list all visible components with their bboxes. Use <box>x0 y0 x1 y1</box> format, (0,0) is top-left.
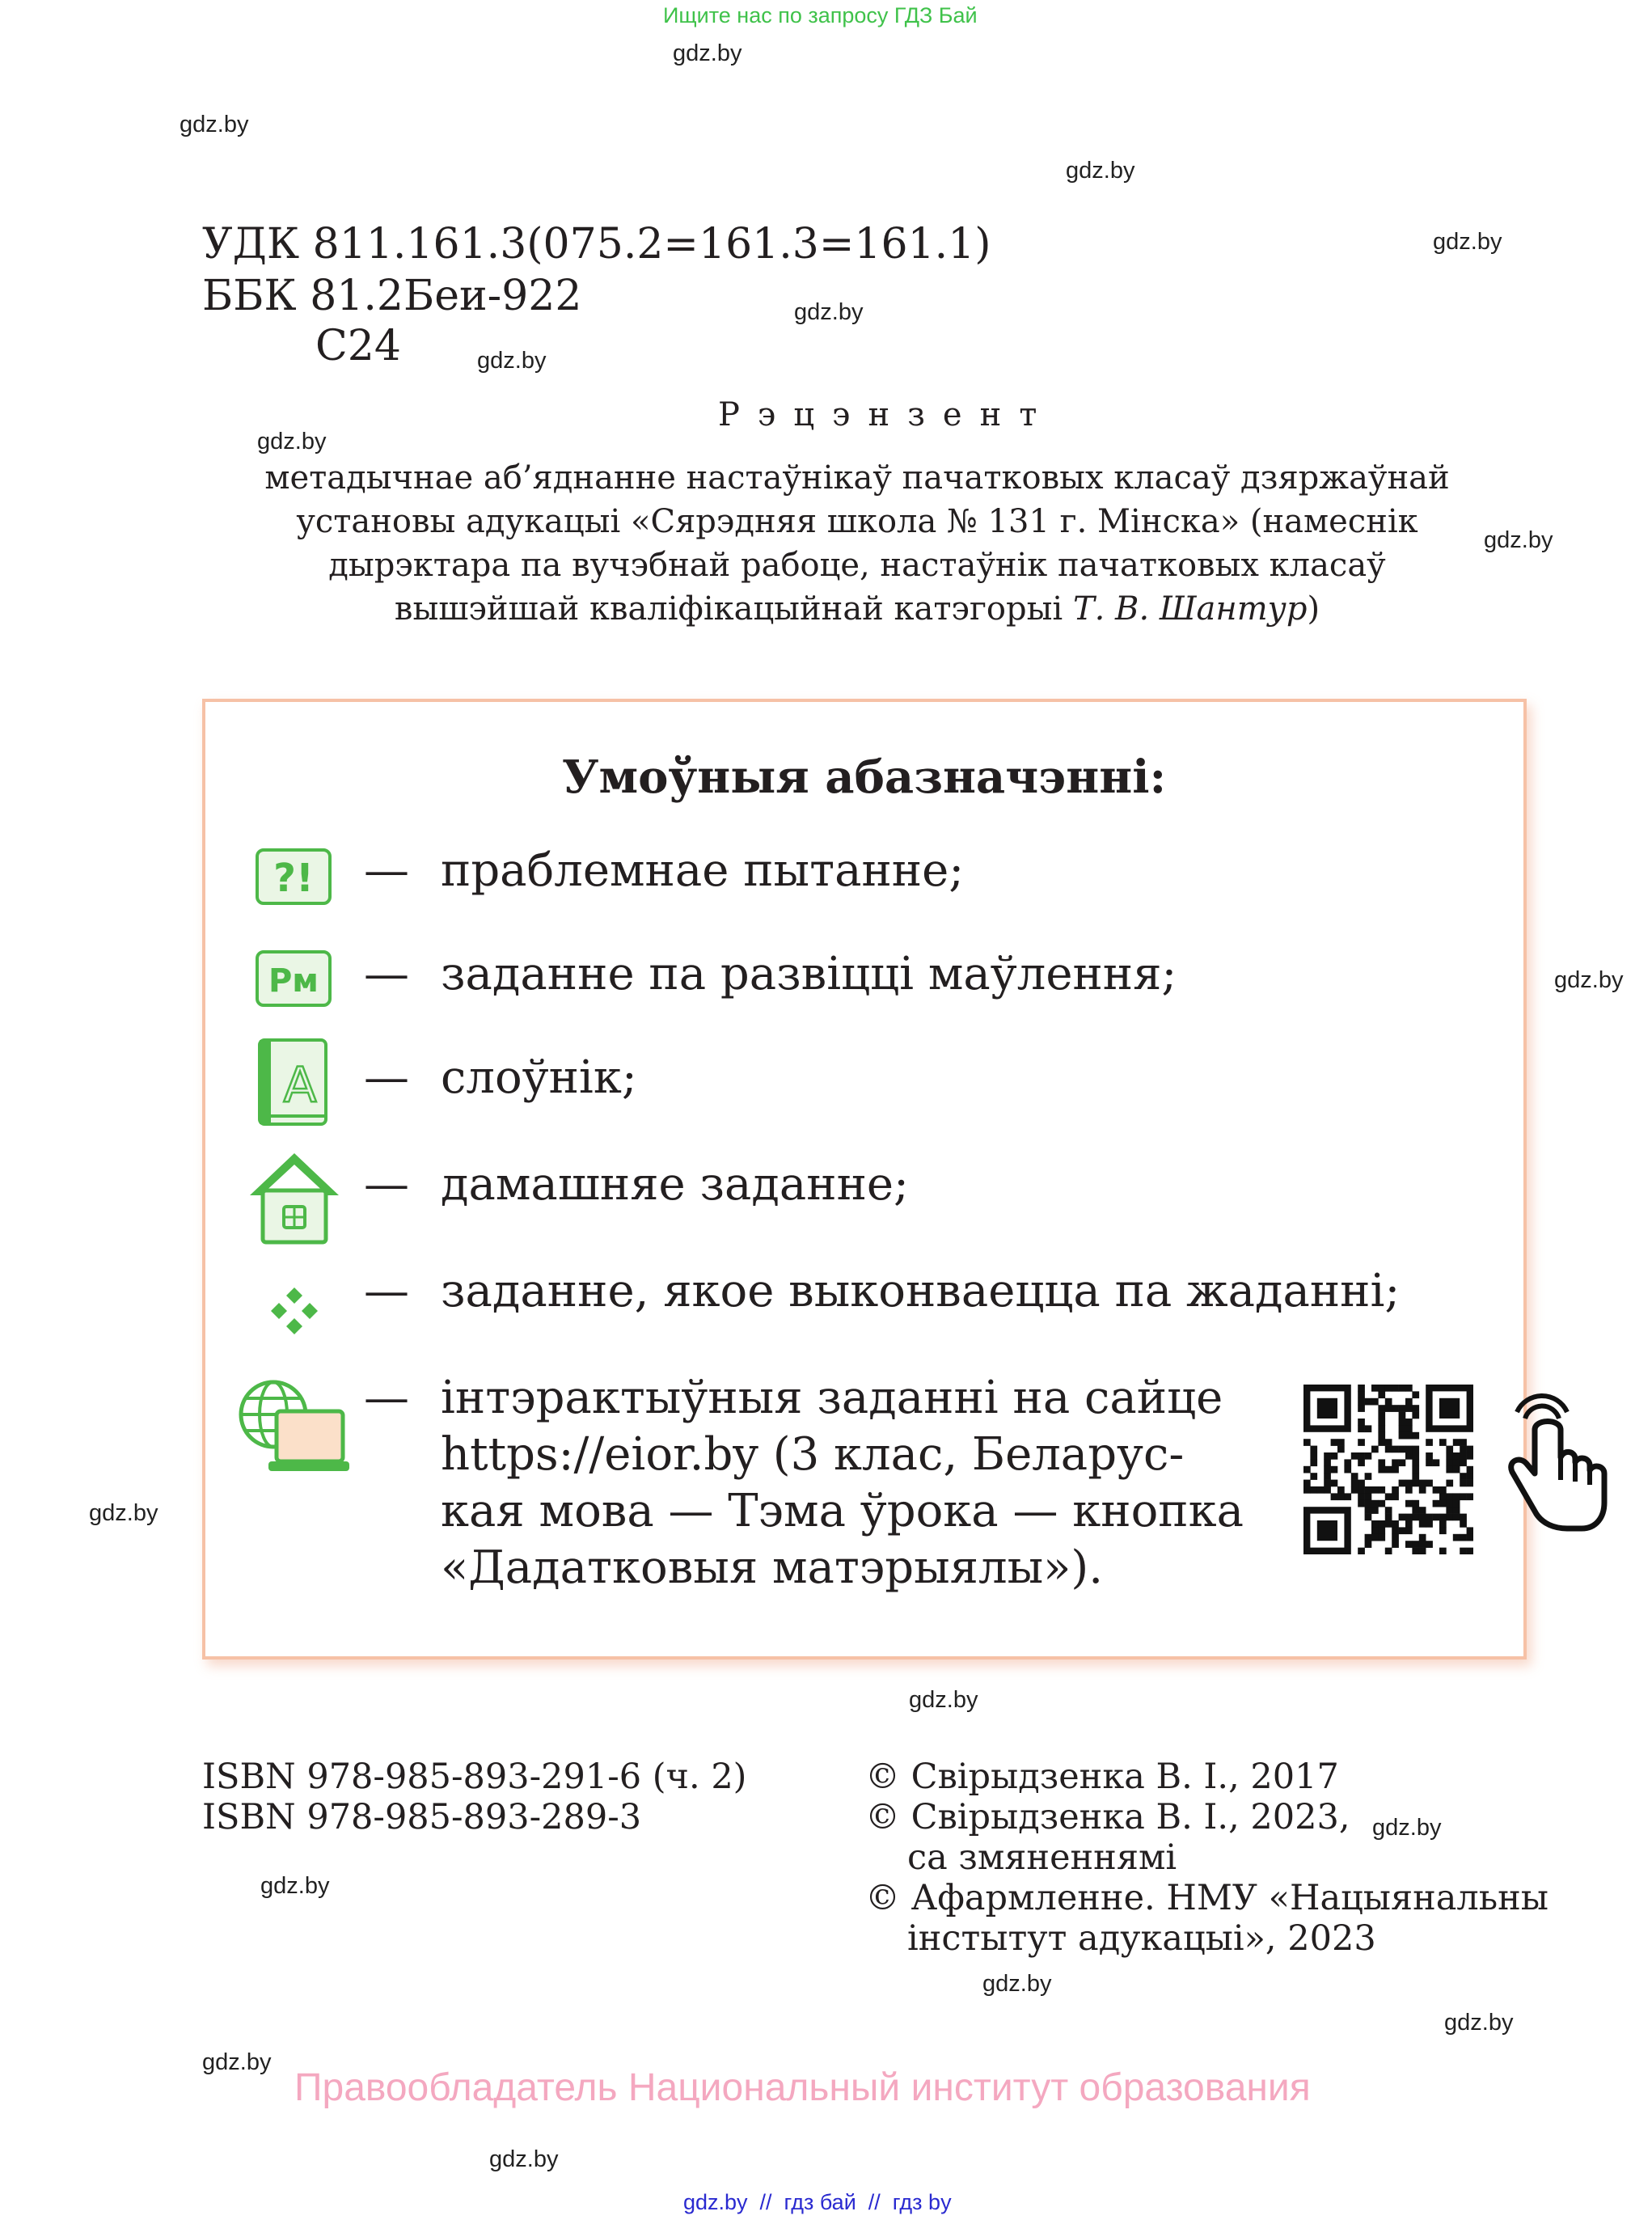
legend-item-text: слоўнік; <box>441 1051 637 1104</box>
reviewer-line-text: вышэйшай кваліфікацыйнай катэгорыі <box>394 590 1063 628</box>
watermark: gdz.by <box>257 429 327 455</box>
watermark: gdz.by <box>180 112 249 137</box>
legend-dash: — <box>364 948 409 1000</box>
dictionary-book-icon <box>255 1037 332 1131</box>
watermark: gdz.by <box>909 1687 978 1713</box>
search-hint[interactable]: Ищите нас по запросу ГДЗ Бай <box>663 3 978 27</box>
watermark: gdz.by <box>1433 229 1502 255</box>
optional-task-icon <box>269 1286 319 1336</box>
legend-item-text: заданне па развіцці маўлення; <box>441 948 1177 1000</box>
speech-development-icon <box>255 949 332 1008</box>
copyright-line: © Афармленне. НМУ «Нацыянальны <box>865 1878 1548 1918</box>
watermark: gdz.by <box>477 348 547 374</box>
qr-code-graphic <box>1303 1385 1473 1554</box>
legend-dash: — <box>364 1265 409 1317</box>
watermark: gdz.by <box>1484 527 1553 553</box>
legend-item-text: праблемнае пытанне; <box>441 844 965 897</box>
watermark: gdz.by <box>982 1971 1052 1997</box>
legend-title: Умоўныя абазначэнні: <box>562 750 1167 804</box>
watermark: gdz.by <box>673 40 742 66</box>
problem-question-icon-text: ?! <box>273 856 314 901</box>
legend-dash: — <box>364 1051 409 1104</box>
qr-code[interactable] <box>1303 1385 1473 1554</box>
watermark: gdz.by <box>1554 967 1624 993</box>
pointing-hand-icon <box>1486 1389 1608 1535</box>
home-icon <box>247 1148 342 1247</box>
copyright-line: © Свірыдзенка В. І., 2017 <box>865 1757 1339 1797</box>
legend-item-text: заданне, якое выконваецца па жаданні; <box>441 1265 1401 1317</box>
reviewer-line: установы адукацыі «Сярэдняя школа № 131 г. Мінска» (намеснік <box>296 503 1418 540</box>
globe-computer-icon <box>236 1377 349 1476</box>
reviewer-line: дырэктара па вучэбнай рабоце, настаўнік пачатковых класаў <box>328 547 1386 584</box>
dictionary-book-icon-text: А <box>283 1057 317 1114</box>
legend-item-text: інтэрактыўныя заданні на сайце <box>441 1372 1223 1424</box>
watermark: gdz.by <box>1372 1815 1442 1841</box>
speech-development-icon-text: Рм <box>268 962 319 1000</box>
copyright-line: © Свірыдзенка В. І., 2023, <box>865 1797 1350 1837</box>
rights-holder-notice: Правообладатель Национальный институт образования <box>294 2066 1311 2109</box>
watermark: gdz.by <box>489 2146 559 2172</box>
problem-question-icon <box>255 848 332 906</box>
copyright-line: інстытут адукацыі», 2023 <box>907 1918 1376 1959</box>
udk-code: УДК 811.161.3(075.2=161.3=161.1) <box>202 220 991 268</box>
legend-item-text: «Дадатковыя матэрыялы»). <box>441 1541 1104 1594</box>
reviewer-close-paren: ) <box>1307 590 1320 628</box>
watermark: gdz.by <box>89 1500 158 1526</box>
bottom-links[interactable]: gdz.by // гдз бай // гдз by <box>683 2190 952 2214</box>
watermark: gdz.by <box>202 2049 272 2075</box>
watermark: gdz.by <box>260 1873 330 1899</box>
author-mark: С24 <box>315 322 401 370</box>
legend-item-text: кая мова — Тэма ўрока — кнопка <box>441 1485 1244 1537</box>
watermark: gdz.by <box>1444 2010 1514 2036</box>
reviewer-title: Рэцэнзент <box>718 396 1055 433</box>
legend-dash: — <box>364 844 409 897</box>
legend-dash: — <box>364 1372 409 1424</box>
legend-item-text: дамашняе заданне; <box>441 1158 909 1211</box>
reviewer-line <box>210 590 1504 628</box>
isbn-part2: ISBN 978-985-893-291-6 (ч. 2) <box>202 1757 747 1797</box>
reviewer-line: метадычнае аб’яднанне настаўнікаў пачатковых класаў дзяржаўнай <box>264 459 1450 497</box>
watermark: gdz.by <box>1066 158 1135 184</box>
isbn-set: ISBN 978-985-893-289-3 <box>202 1797 642 1837</box>
watermark: gdz.by <box>794 299 864 325</box>
copyright-line: са змяненнямі <box>907 1837 1177 1878</box>
reviewer-name: Т. В. Шантур <box>1072 590 1308 628</box>
bbk-code: ББК 81.2Беи-922 <box>202 272 582 320</box>
legend-dash: — <box>364 1158 409 1211</box>
website-link[interactable]: https://eior.by (3 клас, Беларус- <box>441 1428 1185 1481</box>
